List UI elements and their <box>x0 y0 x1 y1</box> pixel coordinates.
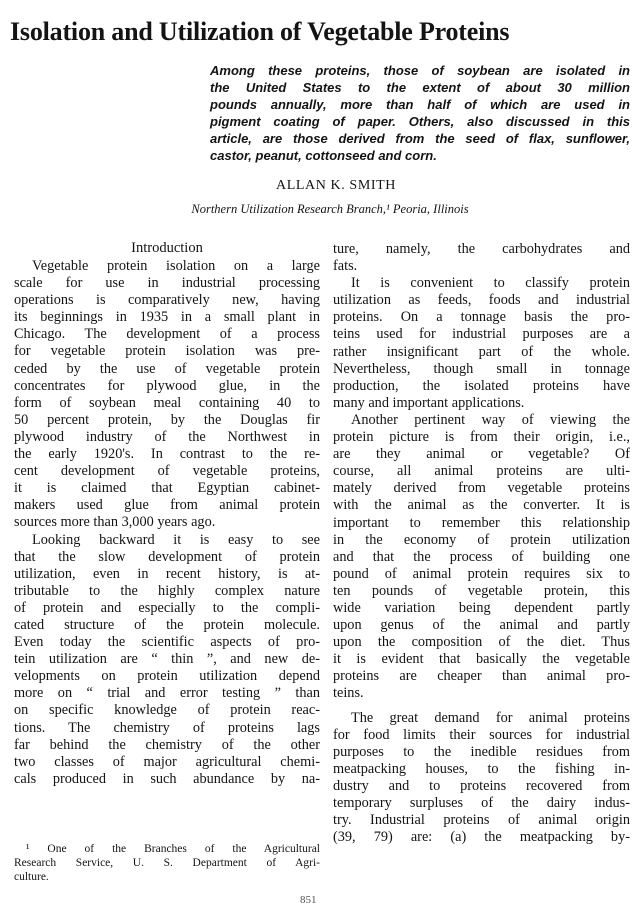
text-line: its beginnings in 1935 in a small plant in <box>14 309 320 326</box>
text-line: tributable to the highly complex nature <box>14 582 320 599</box>
text-line: utilization, even in recent history, is at- <box>14 565 320 582</box>
text-line: ture, namely, the carbohydrates and <box>333 241 630 257</box>
text-line: important to remember this relationship <box>333 514 630 531</box>
abstract-line: pounds annually, more than half of which are used in <box>210 97 630 112</box>
text-line: cated structure of the protein molecule. <box>14 616 320 633</box>
abstract-line: pigment coating of paper. Others, also discussed in this <box>210 114 630 129</box>
abstract-line: castor, peanut, cottonseed and corn. <box>210 148 437 163</box>
right-column <box>333 241 630 846</box>
article-title: Isolation and Utilization of Vegetable Proteins <box>10 17 510 46</box>
text-line: try. Industrial proteins of animal origin <box>333 812 630 829</box>
text-line: tions. The chemistry of proteins lags <box>14 719 320 736</box>
text-line: pound of animal protein requires six to <box>333 565 630 582</box>
footnote-line: culture. <box>14 871 49 883</box>
footnote-line: Research Service, U. S. Department of Agri- <box>14 857 320 869</box>
text-line: that the slow development of protein <box>14 548 320 565</box>
text-line: temporary surpluses of the dairy indus- <box>333 795 630 811</box>
text-line: for food limits their sources for industrial <box>333 726 630 743</box>
text-line: velopments on protein utilization depend <box>14 668 320 685</box>
text-line: cals produced in such abundance by na- <box>14 770 320 787</box>
abstract-line: the United States to the extent of about 30 million <box>210 80 630 95</box>
text-line: plywood industry of the Northwest in <box>14 428 320 445</box>
text-line: in the economy of protein utilization <box>333 531 630 548</box>
text-line: course, all animal proteins are ulti- <box>333 463 630 480</box>
text-line: are they animal or vegetable? Of <box>333 446 630 463</box>
text-line: and that the process of building one <box>333 548 630 565</box>
text-line: rather insignificant part of the whole. <box>333 343 630 360</box>
text-line: Another pertinent way of viewing the <box>351 411 630 428</box>
text-line: production, the isolated proteins have <box>333 377 630 394</box>
text-line: of protein and especially to the compli- <box>14 599 320 616</box>
page-number: 851 <box>300 894 317 906</box>
text-line: upon the composition of the diet. Thus <box>333 634 630 651</box>
text-line: fats. <box>333 258 358 275</box>
text-line: it is evident that basically the vegetable <box>333 651 630 668</box>
text-line: Chicago. The development of a process <box>14 326 320 343</box>
text-line: for vegetable protein isolation was pre- <box>14 343 320 360</box>
text-line: makers used glue from animal protein <box>14 497 320 514</box>
text-line: Vegetable protein isolation on a large <box>32 258 320 274</box>
footnote <box>14 842 320 884</box>
text-line: teins. <box>333 685 364 702</box>
text-line: ceded by the use of vegetable protein <box>14 360 320 377</box>
text-line: on specific knowledge of protein reac- <box>14 702 320 719</box>
text-line: it is claimed that Egyptian cabinet- <box>14 480 320 497</box>
text-line: with the animal as the converter. It is <box>333 497 630 514</box>
author-affiliation: Northern Utilization Research Branch,¹ Peoria, Illinois <box>191 202 469 216</box>
text-line: mately derived from vegetable proteins <box>333 480 630 497</box>
footnote-line: ¹ One of the Branches of the Agricultural <box>26 843 320 855</box>
text-line: ten pounds of vegetable protein, this <box>333 582 630 599</box>
text-line: Looking backward it is easy to see <box>32 531 320 548</box>
text-line: purposes to the inedible residues from <box>333 743 630 760</box>
text-line: tein utilization are “ thin ”, and new de- <box>14 651 320 668</box>
abstract-line: article, are those derived from the seed of flax, sunflower, <box>210 131 630 146</box>
text-line: scale for use in industrial processing <box>14 275 320 292</box>
text-line: Even today the scientific aspects of pro- <box>14 634 320 651</box>
text-line: dustry and to proteins recovered from <box>333 777 630 794</box>
text-line: proteins. On a tonnage basis the pro- <box>333 309 630 326</box>
article-abstract <box>210 62 630 164</box>
text-line: sources more than 3,000 years ago. <box>14 514 216 531</box>
text-line: The great demand for animal proteins <box>351 709 630 726</box>
text-line: 50 percent protein, by the Douglas fir <box>14 411 320 428</box>
text-line: far behind the chemistry of the other <box>14 736 320 753</box>
text-line: form of soybean meal containing 40 to <box>14 394 320 411</box>
text-line: It is convenient to classify protein <box>351 275 630 292</box>
author-name: ALLAN K. SMITH <box>275 178 396 193</box>
text-line: utilization as feeds, foods and industrial <box>333 292 630 309</box>
text-line: protein picture is from their origin, i.e., <box>333 429 630 446</box>
section-heading: Introduction <box>131 240 203 256</box>
text-line: upon genus of the animal and partly <box>333 617 630 634</box>
text-line: cent development of vegetable proteins, <box>14 463 320 480</box>
text-line: (39, 79) are: (a) the meatpacking by- <box>333 829 630 846</box>
text-line: concentrates for plywood glue, in the <box>14 377 320 394</box>
text-line: Nevertheless, though small in tonnage <box>333 360 630 377</box>
left-column <box>14 258 320 788</box>
text-line: meatpacking houses, to the fishing in- <box>333 760 630 777</box>
text-line: teins used for industrial purposes are a <box>333 326 630 343</box>
text-line: the early 1920's. In contrast to the re- <box>14 446 320 463</box>
text-line: more on “ trial and error testing ” than <box>14 685 320 702</box>
text-line: proteins are cheaper than animal pro- <box>333 668 630 685</box>
text-line: two classes of major agricultural chemi- <box>14 753 320 770</box>
abstract-line: Among these proteins, those of soybean are isolated in <box>210 63 630 78</box>
text-line: many and important applications. <box>333 394 525 411</box>
text-line: operations is comparatively new, having <box>14 292 320 309</box>
text-line: wide variation being dependent partly <box>333 599 630 616</box>
